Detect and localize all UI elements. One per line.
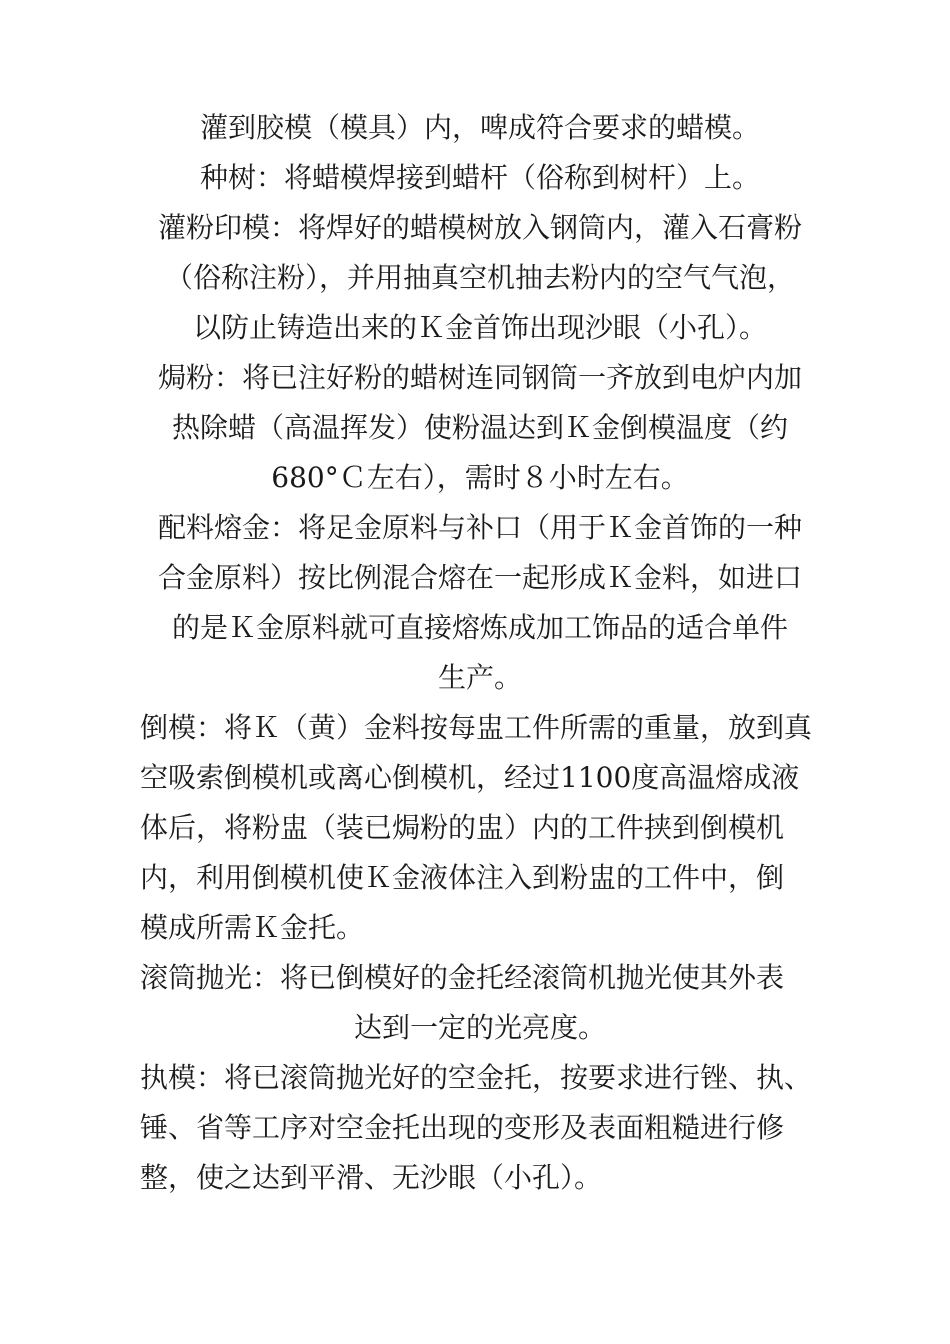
text-line: 生产。 <box>437 661 522 694</box>
text-line: 种树：将蜡模焊接到蜡杆（俗称到树杆）上。 <box>199 161 760 194</box>
text-line: 灌粉印模：将焊好的蜡模树放入钢筒内，灌入石膏粉 <box>157 211 802 244</box>
text-line: 整，使之达到平滑、无沙眼（小孔）。 <box>140 1161 603 1194</box>
text-line: 以防止铸造出来的Ｋ金首饰出现沙眼（小孔）。 <box>192 311 767 344</box>
text-line: 锤、省等工序对空金托出现的变形及表面粗糙进行修 <box>140 1111 785 1144</box>
text-line: 空吸索倒模机或离心倒模机，经过1100度高温熔成液 <box>140 761 800 794</box>
text-line: 合金原料）按比例混合熔在一起形成Ｋ金料，如进口 <box>157 561 802 594</box>
text-line: 内，利用倒模机使Ｋ金液体注入到粉盅的工件中，倒 <box>140 861 785 894</box>
text-line: 680°Ｃ左右），需时８小时左右。 <box>271 461 689 494</box>
text-line: 灌到胶模（模具）内，啤成符合要求的蜡模。 <box>199 111 760 144</box>
text-line: 达到一定的光亮度。 <box>353 1011 606 1044</box>
text-line: 倒模：将Ｋ（黄）金料按每盅工件所需的重量，放到真 <box>140 711 813 744</box>
text-line: 模成所需Ｋ金托。 <box>140 911 365 944</box>
text-line: 焗粉：将已注好粉的蜡树连同钢筒一齐放到电炉内加 <box>157 361 802 394</box>
text-line: 热除蜡（高温挥发）使粉温达到Ｋ金倒模温度（约 <box>171 411 788 444</box>
text-line: 滚筒抛光：将已倒模好的金托经滚筒机抛光使其外表 <box>140 961 785 994</box>
text-line: 执模：将已滚筒抛光好的空金托，按要求进行锉、执、 <box>140 1061 813 1094</box>
text-line: （俗称注粉），并用抽真空机抽去粉内的空气气泡， <box>164 261 795 294</box>
text-line: 配料熔金：将足金原料与补口（用于Ｋ金首饰的一种 <box>157 511 802 544</box>
text-line: 体后，将粉盅（装已焗粉的盅）内的工件挟到倒模机 <box>140 811 785 844</box>
text-line: 的是Ｋ金原料就可直接熔炼成加工饰品的适合单件 <box>171 611 788 644</box>
